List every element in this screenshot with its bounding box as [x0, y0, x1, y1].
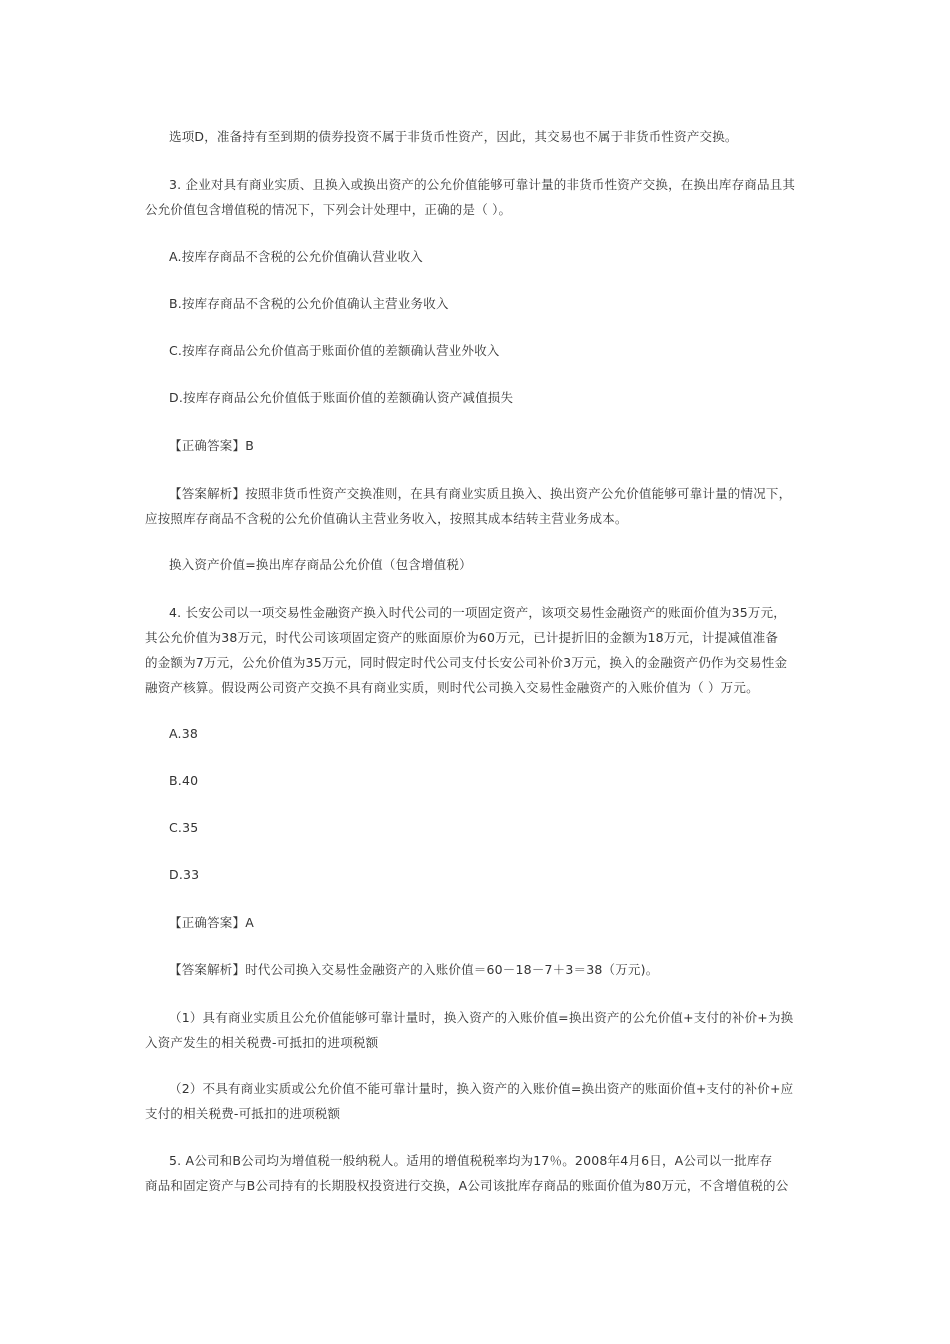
text-line: 【答案解析】时代公司换入交易性金融资产的入账价值＝60－18－7＋3＝38（万元)。	[169, 962, 659, 977]
question-4-option-d	[145, 862, 813, 887]
text-line: 融资产核算。假设两公司资产交换不具有商业实质，则时代公司换入交易性金融资产的入账价值为（ ）万元。	[145, 680, 759, 695]
text-line: 5. A公司和B公司均为增值税一般纳税人。适用的增值税税率均为17％。2008年4月6日，A公司以一批库存	[169, 1153, 773, 1168]
question-3-answer	[145, 433, 813, 458]
question-4-rule-2	[145, 1076, 813, 1126]
text-line: D.33	[169, 867, 200, 882]
text-line: D.按库存商品公允价值低于账面价值的差额确认资产减值损失	[169, 390, 514, 405]
text-line: C.按库存商品公允价值高于账面价值的差额确认营业外收入	[169, 343, 500, 358]
text-line: A.38	[169, 726, 199, 741]
question-3-note	[145, 552, 813, 577]
question-4-analysis	[145, 957, 813, 982]
text-line: 应按照库存商品不含税的公允价值确认主营业务收入，按照其成本结转主营业务成本。	[145, 511, 628, 526]
question-4-answer	[145, 910, 813, 935]
text-line: 4. 长安公司以一项交易性金融资产换入时代公司的一项固定资产，该项交易性金融资产的账面价值为35万元，	[169, 605, 787, 620]
text-line: 其公允价值为38万元，时代公司该项固定资产的账面原价为60万元，已计提折旧的金额为18万元，计提减值准备	[145, 630, 779, 645]
question-4-option-b	[145, 768, 813, 793]
question-3-option-a	[145, 244, 813, 269]
text-line: 入资产发生的相关税费-可抵扣的进项税额	[145, 1035, 379, 1050]
text-line: A.按库存商品不含税的公允价值确认营业收入	[169, 249, 424, 264]
text-line: 的金额为7万元，公允价值为35万元，同时假定时代公司支付长安公司补价3万元，换入的金融资产仍作为交易性金	[145, 655, 788, 670]
question-3-option-b	[145, 291, 813, 316]
note-option-d	[145, 124, 813, 149]
text-line: C.35	[169, 820, 199, 835]
text-line: B.按库存商品不含税的公允价值确认主营业务收入	[169, 296, 449, 311]
text-line: 【答案解析】按照非货币性资产交换准则，在具有商业实质且换入、换出资产公允价值能够可靠计量的情况下，	[169, 486, 792, 501]
text-line: 商品和固定资产与B公司持有的长期股权投资进行交换，A公司该批库存商品的账面价值为80万元，不含增值税的公	[145, 1178, 789, 1193]
question-3-analysis	[145, 481, 813, 531]
question-3-option-d	[145, 385, 813, 410]
text-line: 公允价值包含增值税的情况下，下列会计处理中，正确的是（ ）。	[145, 202, 512, 217]
text-line: 【正确答案】B	[169, 438, 254, 453]
question-4-rule-1	[145, 1005, 813, 1055]
question-5-stem	[145, 1148, 813, 1198]
question-3-stem	[145, 172, 813, 222]
text-line: 3. 企业对具有商业实质、且换入或换出资产的公允价值能够可靠计量的非货币性资产交换，在换出库存商品且其	[169, 177, 796, 192]
question-4-stem	[145, 600, 813, 700]
question-3-option-c	[145, 338, 813, 363]
text-line: 支付的相关税费-可抵扣的进项税额	[145, 1106, 341, 1121]
text-line: B.40	[169, 773, 199, 788]
question-4-option-c	[145, 815, 813, 840]
text-line: （1）具有商业实质且公允价值能够可靠计量时，换入资产的入账价值=换出资产的公允价值+支付的补价+为换	[169, 1010, 794, 1025]
text-line: 选项D，准备持有至到期的债券投资不属于非货币性资产，因此，其交易也不属于非货币性资产交换。	[169, 129, 738, 144]
text-line: 换入资产价值=换出库存商品公允价值（包含增值税）	[169, 557, 472, 572]
text-line: （2）不具有商业实质或公允价值不能可靠计量时，换入资产的入账价值=换出资产的账面价值+支付的补价+应	[169, 1081, 794, 1096]
text-line: 【正确答案】A	[169, 915, 254, 930]
question-4-option-a	[145, 721, 813, 746]
